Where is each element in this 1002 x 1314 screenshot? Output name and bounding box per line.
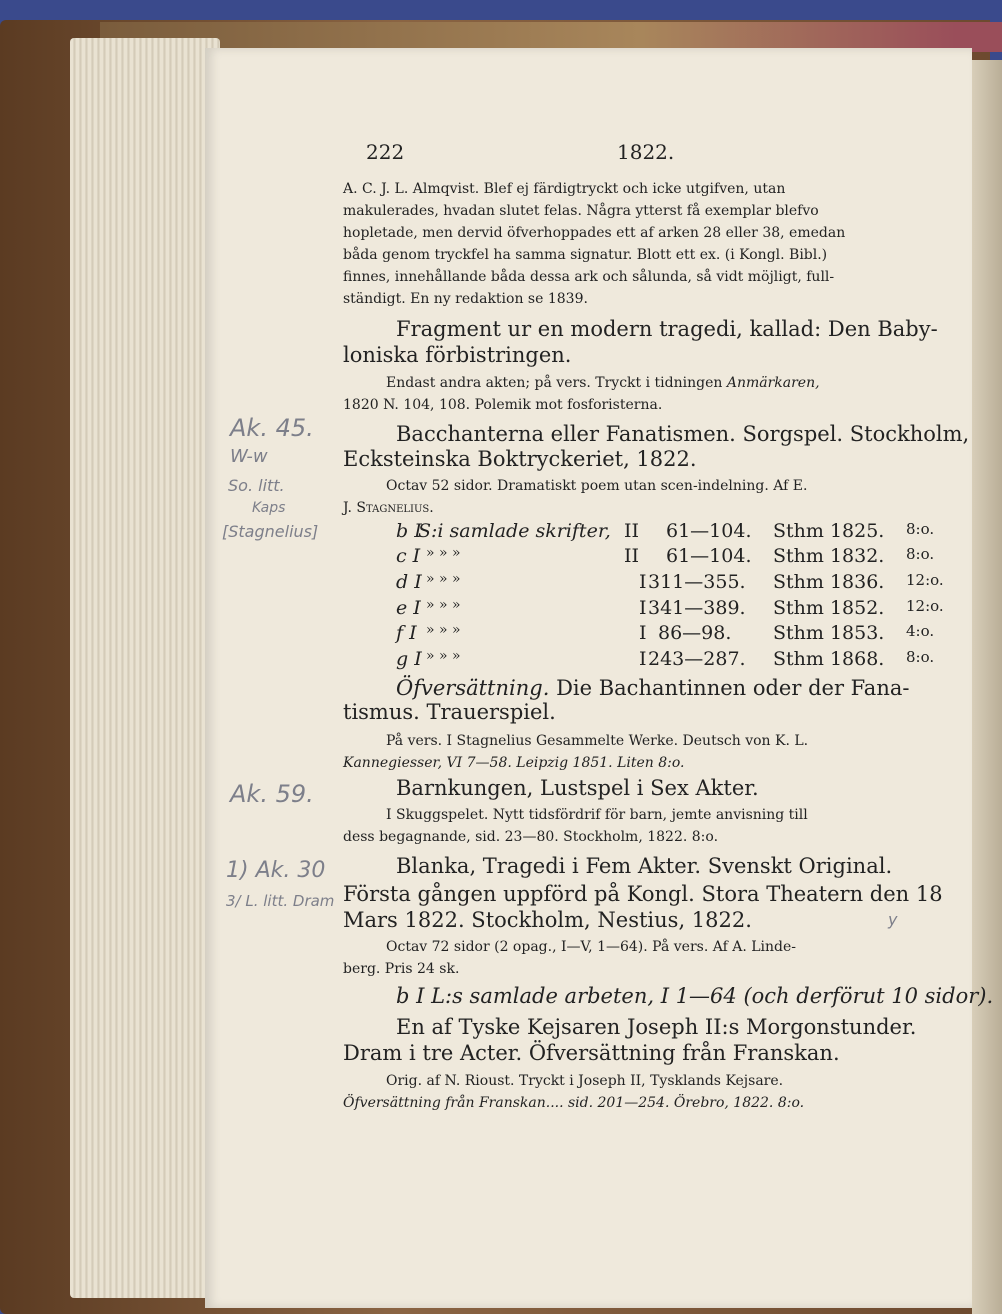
bacchanterna-title: Bacchanterna eller Fanatismen. Sorgspel. Stockholm, [396, 422, 970, 446]
blanka-title: Blanka, Tragedi i Fem Akter. Svenskt Original. [396, 854, 893, 878]
fragment-title-cont: loniska förbistringen. [343, 343, 572, 367]
bacchanterna-author: J. Stagnelius. [343, 500, 434, 516]
edition-row: g I » » » I 243—287. Sthm 1868. 8:o. [396, 648, 935, 670]
pencil-note: [Stagnelius] [222, 522, 319, 541]
pencil-note: 1) Ak. 30 [226, 858, 326, 883]
fragment-note-cont: 1820 N. 104, 108. Polemik mot fosforisterna. [343, 397, 663, 413]
intro-line: båda genom tryckfel ha samma signatur. Blott ett ex. (i Kongl. Bibl.) [343, 247, 828, 263]
page-number: 222 [366, 140, 405, 164]
page-year: 1822. [617, 140, 675, 164]
pencil-note: Kaps [252, 500, 286, 516]
edition-row: c I » » » II 61—104. Sthm 1832. 8:o. [396, 545, 935, 567]
bacchanterna-title-cont: Ecksteinska Boktryckeriet, 1822. [343, 447, 697, 471]
joseph-title-cont: Dram i tre Acter. Öfversättning från Franskan. [343, 1041, 840, 1065]
joseph-title: En af Tyske Kejsaren Joseph II:s Morgonstunder. [396, 1015, 917, 1039]
page-stack-edge [70, 38, 220, 1298]
translation-heading: Öfversättning. Die Bachantinnen oder der Fana- [396, 676, 910, 700]
pencil-note: Ak. 59. [230, 780, 314, 808]
fragment-note: Endast andra akten; på vers. Tryckt i tidningen Anmärkaren, [386, 375, 820, 391]
joseph-note-cont: Öfversättning från Franskan.... sid. 201—254. Örebro, 1822. 8:o. [343, 1095, 805, 1111]
blanka-title-cont: Mars 1822. Stockholm, Nestius, 1822. [343, 908, 752, 932]
intro-line: makulerades, hvadan slutet felas. Några ytterst få exemplar blefvo [343, 203, 819, 219]
blanka-title-cont: Första gången uppförd på Kongl. Stora Theatern den 18 [343, 882, 943, 906]
edition-row: e I » » » I 341—389. Sthm 1852. 12:o. [396, 597, 944, 619]
translation-heading-cont: tismus. Trauerspiel. [343, 700, 556, 724]
pencil-note: 3/ L. litt. Dram [226, 892, 335, 910]
edition-row: b I S:i samlade skrifter, II 61—104. Sthm 1825. 8:o. [396, 520, 935, 542]
bacchanterna-note: Octav 52 sidor. Dramatiskt poem utan scen-indelning. Af E. [386, 478, 808, 494]
fragment-title: Fragment ur en modern tragedi, kallad: Den Baby- [396, 317, 938, 341]
edition-row: d I » » » I 311—355. Sthm 1836. 12:o. [396, 571, 944, 593]
translation-note: På vers. I Stagnelius Gesammelte Werke. Deutsch von K. L. [386, 733, 809, 749]
barnkungen-note: I Skuggspelet. Nytt tidsfördrif för barn, jemte anvisning till [386, 807, 808, 823]
facing-page-edge [972, 60, 1002, 1314]
barnkungen-note-cont: dess begagnande, sid. 23—80. Stockholm, 1822. 8:o. [343, 829, 719, 845]
pencil-note: W-w [230, 446, 268, 467]
translation-note-cont: Kannegiesser, VI 7—58. Leipzig 1851. Liten 8:o. [343, 755, 685, 771]
intro-line: hopletade, men dervid öfverhoppades ett af arken 28 eller 38, emedan [343, 225, 846, 241]
pencil-note: y [888, 910, 898, 929]
pencil-note: Ak. 45. [230, 414, 314, 442]
intro-line: ständigt. En ny redaktion se 1839. [343, 291, 588, 307]
joseph-note: Orig. af N. Rioust. Tryckt i Joseph II, Tysklands Kejsare. [386, 1073, 784, 1089]
barnkungen-title: Barnkungen, Lustspel i Sex Akter. [396, 776, 759, 800]
blanka-edition: b I L:s samlade arbeten, I 1—64 (och derförut 10 sidor). [396, 984, 994, 1008]
intro-line: A. C. J. L. Almqvist. Blef ej färdigtryckt och icke utgifven, utan [343, 181, 786, 197]
edition-row: f I » » » I 86—98. Sthm 1853. 4:o. [396, 622, 935, 644]
blanka-note: Octav 72 sidor (2 opag., I—V, 1—64). På vers. Af A. Linde- [386, 939, 796, 955]
blanka-note-cont: berg. Pris 24 sk. [343, 961, 460, 977]
pencil-note: So. litt. [228, 476, 285, 495]
intro-line: finnes, innehållande båda dessa ark och sålunda, så vidt möjligt, full- [343, 269, 835, 285]
